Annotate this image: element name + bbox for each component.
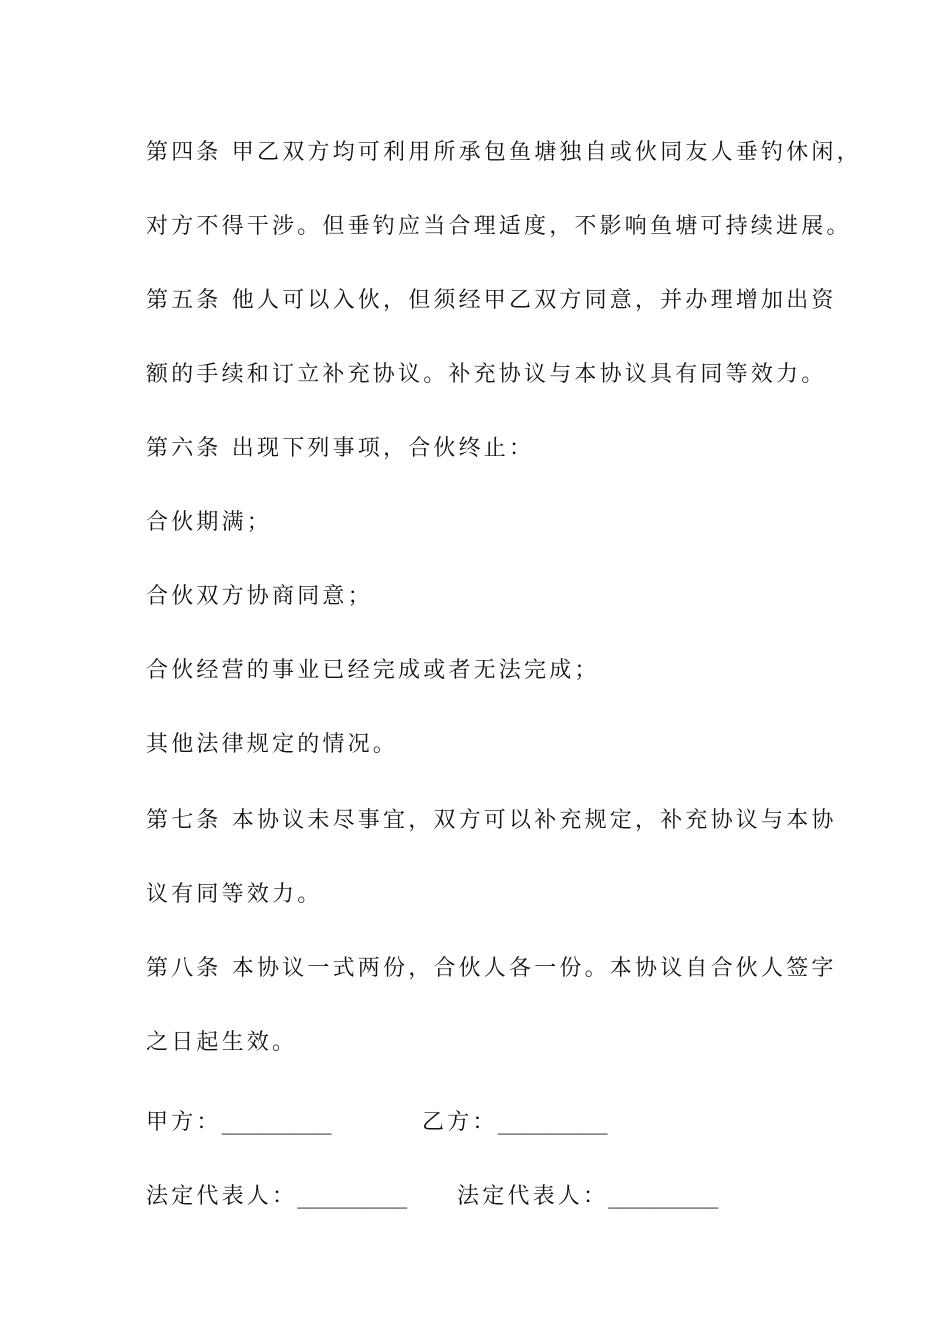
rep-b-signature [457,1182,718,1212]
article-7-line-1: 第七条 本协议未尽事宜，双方可以补充规定，补充协议与本协 [146,808,837,833]
article-4-line-1: 第四条 甲乙双方均可利用所承包鱼塘独自或伙同友人垂钓休闲， [146,140,862,165]
article-6-item-1: 合伙期满； [146,510,273,535]
party-b-blank: __________ [497,1110,608,1135]
party-b-signature [422,1108,608,1138]
rep-b-label: 法定代表人： [457,1184,609,1209]
rep-a-signature [146,1182,407,1212]
party-a-label: 甲方： [146,1110,222,1135]
article-6-item-3: 合伙经营的事业已经完成或者无法完成； [146,658,600,683]
article-5-line-1: 第五条 他人可以入伙，但须经甲乙双方同意，并办理增加出资 [146,288,837,313]
party-a-signature [146,1108,332,1138]
rep-b-blank: __________ [608,1184,719,1209]
party-b-label: 乙方： [422,1110,498,1135]
article-5-line-2: 额的手续和订立补充协议。补充协议与本协议具有同等效力。 [146,362,827,387]
article-4-line-2: 对方不得干涉。但垂钓应当合理适度，不影响鱼塘可持续进展。 [146,214,852,239]
article-7-line-2: 议有同等效力。 [146,882,323,907]
article-6-heading: 第六条 出现下列事项，合伙终止： [146,436,535,461]
article-8-line-2: 之日起生效。 [146,1030,298,1055]
rep-a-label: 法定代表人： [146,1184,298,1209]
rep-a-blank: __________ [297,1184,408,1209]
article-6-item-4: 其他法律规定的情况。 [146,732,399,757]
article-6-item-2: 合伙双方协商同意； [146,584,373,609]
party-a-blank: __________ [221,1110,332,1135]
article-8-line-1: 第八条 本协议一式两份，合伙人各一份。本协议自合伙人签字 [146,956,837,981]
